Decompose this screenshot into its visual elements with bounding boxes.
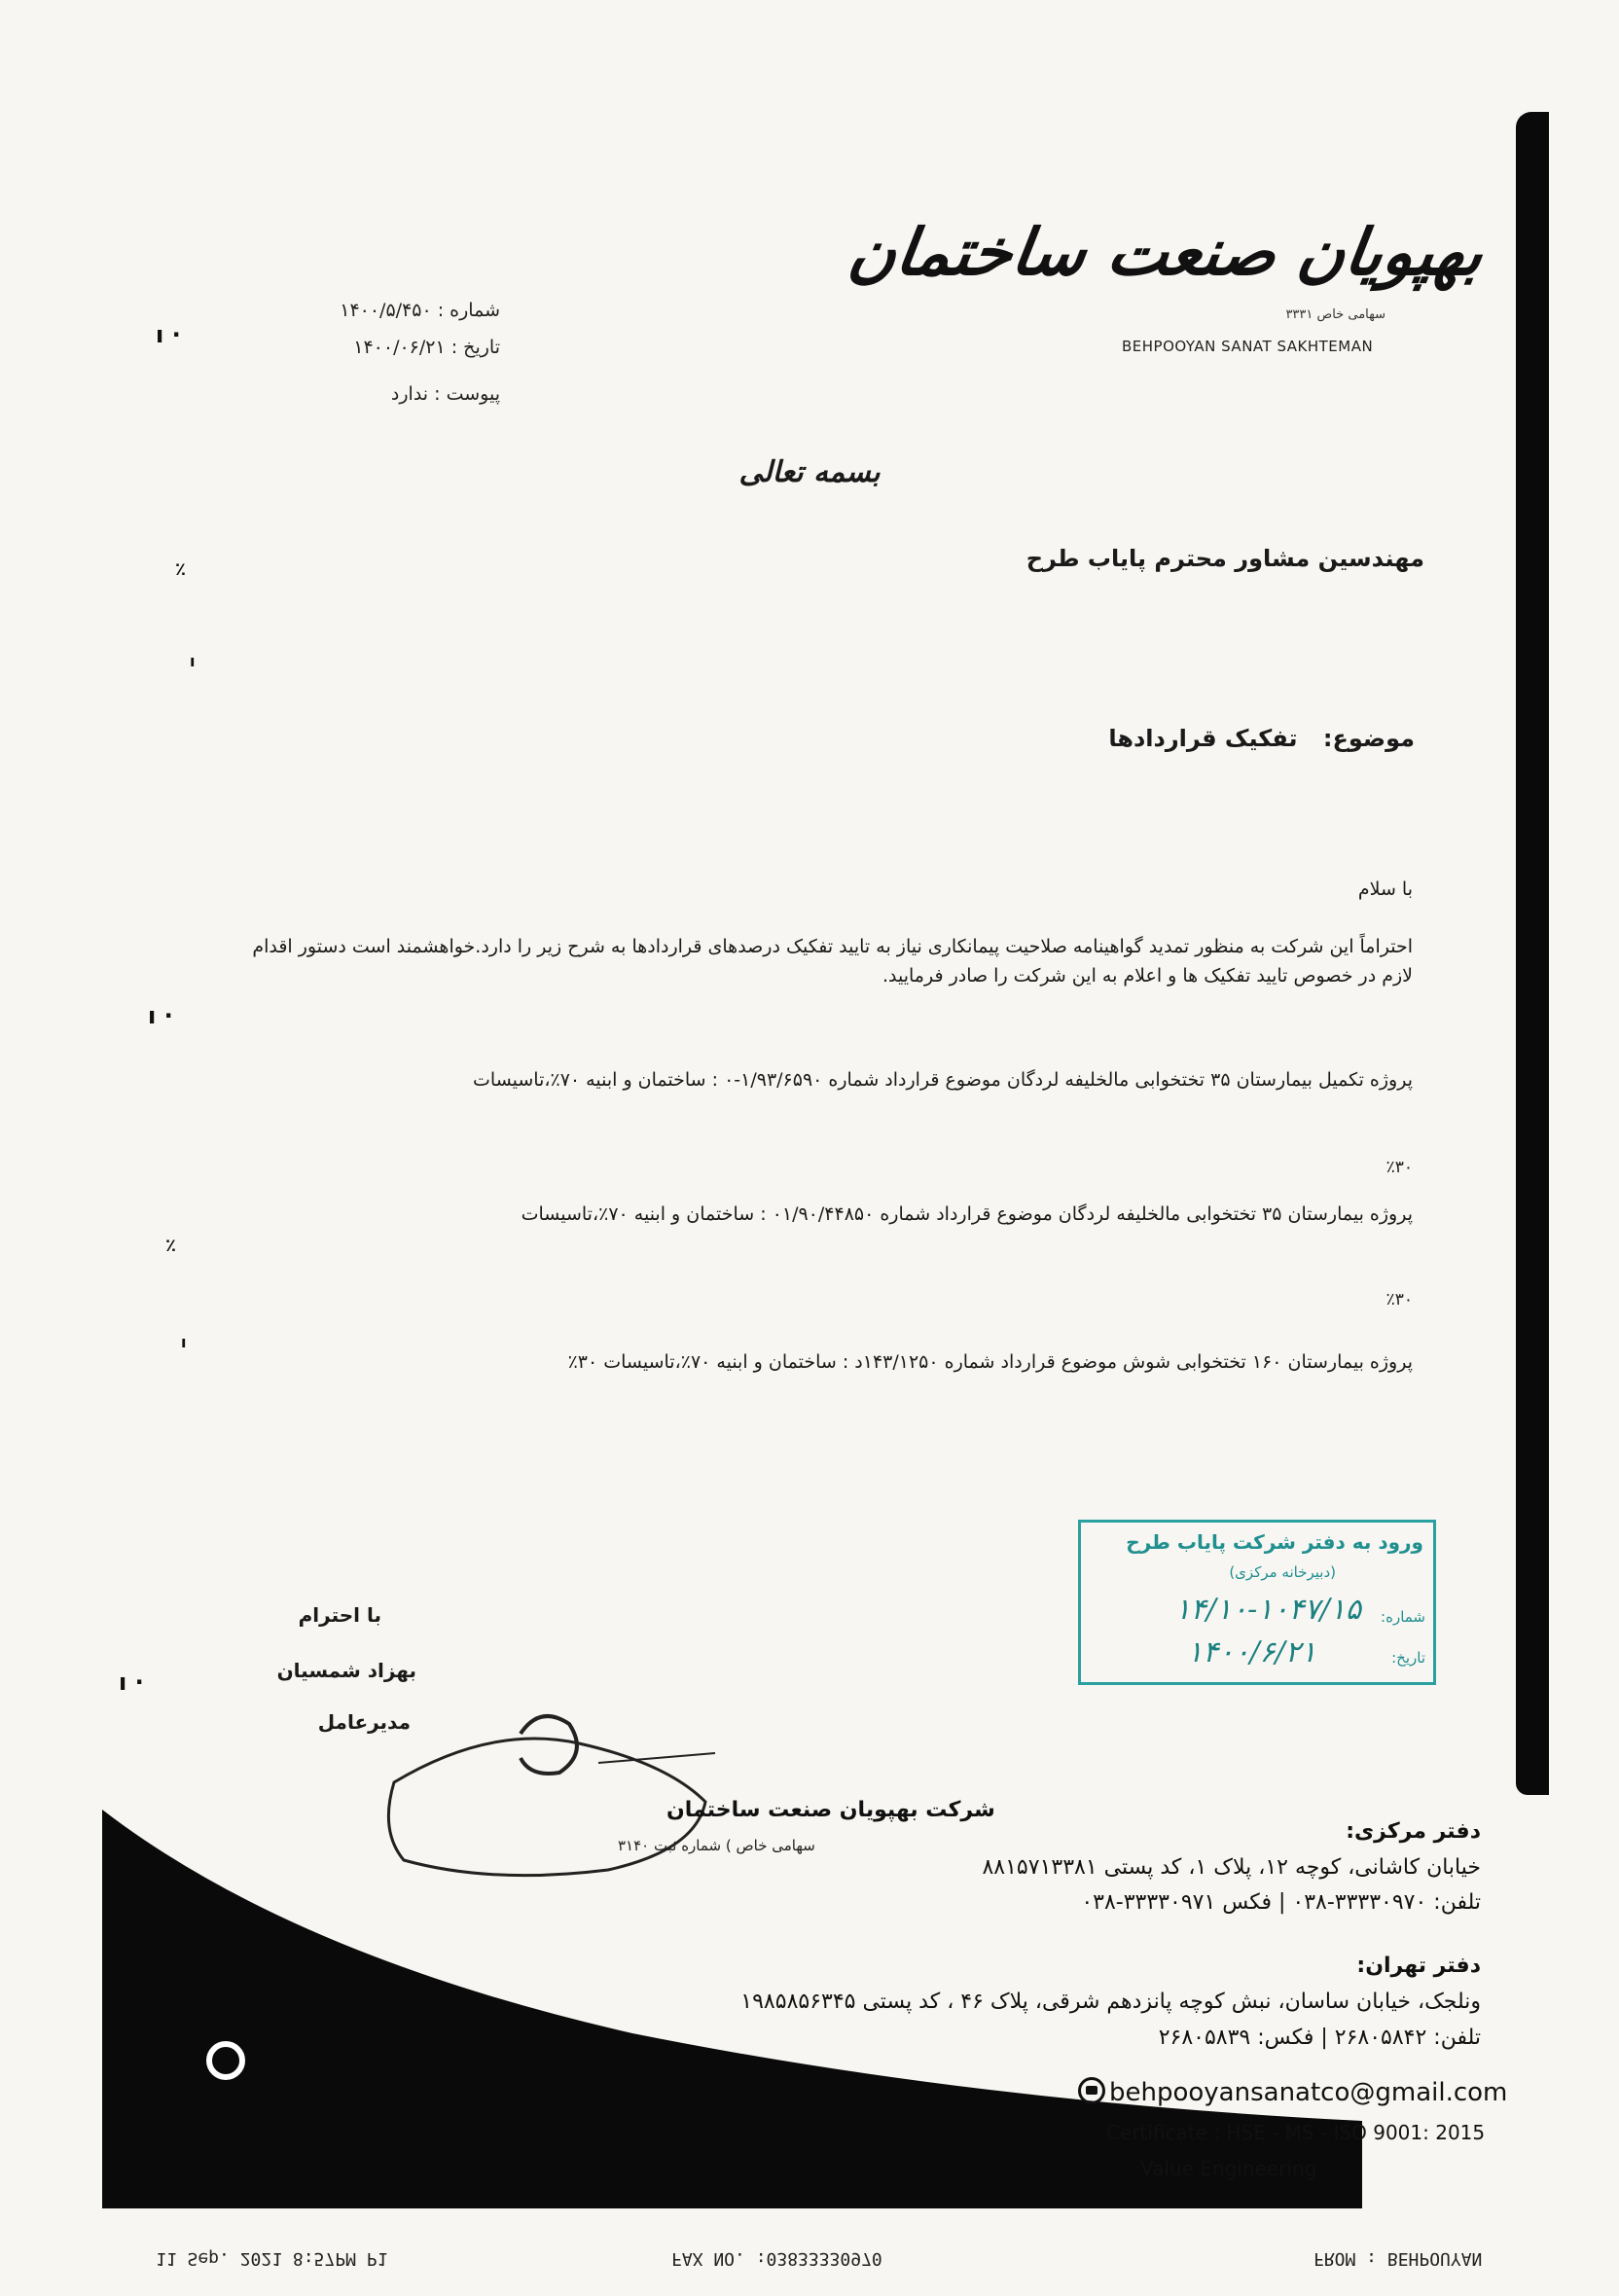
receipt-stamp bbox=[1078, 1520, 1436, 1685]
tehran-office-address: ونلجک، خیابان ساسان، نبش کوچه پانزدهم شرقی، پلاک ۴۶ ، کد پستی ۱۹۸۵۸۵۶۳۴۵ bbox=[740, 1990, 1481, 2014]
signatory-title: مدیرعامل bbox=[317, 1710, 411, 1734]
basmala: بسمه تعالی bbox=[738, 455, 881, 489]
central-office-phones: تلفن: ۳۳۳۳۰۹۷۰-۰۳۸ | فکس ۳۳۳۳۰۹۷۱-۰۳۸ bbox=[1081, 1890, 1481, 1915]
subject-value: تفکیک قراردادها bbox=[1108, 725, 1298, 752]
fax-from: FROM : BEHPOUYAN bbox=[1313, 2248, 1483, 2269]
company-name-latin: BEHPOOYAN SANAT SAKHTEMAN bbox=[1122, 338, 1374, 355]
project-item-1: پروژه تکمیل بیمارستان ۳۵ تختخوابی مالخلیفه لردگان موضوع قرارداد شماره ۱/۹۳/۶۵۹۰-۰ : ساختمان و ابنیه ۷۰٪،تاسیسات bbox=[473, 1069, 1413, 1091]
margin-tick: ı · bbox=[148, 1002, 173, 1029]
email-address: behpooyansanatco@gmail.com bbox=[1109, 2078, 1508, 2107]
fax-timestamp: 11 Sep. 2021 8:57PM P1 bbox=[156, 2248, 388, 2269]
body-paragraph: احتراماً این شرکت به منظور تمدید گواهینامه صلاحیت پیمانکاری نیاز به تایید تفکیک درصدهای قراردادها به شرح زیر را دارد.خواهشمند است دستور اقدام لازم در خصوص تایید تفکیک ها و اعلام به این شرکت را صادر فرمایید. bbox=[252, 936, 1413, 987]
stamp-date-label: تاریخ: bbox=[1391, 1649, 1425, 1667]
margin-tick: ı bbox=[190, 652, 196, 670]
tagline: Value Engineering bbox=[1140, 2157, 1317, 2180]
margin-tick: ı · bbox=[156, 321, 181, 348]
addressee: مهندسین مشاور محترم پایاب طرح bbox=[1025, 545, 1424, 572]
central-office-address: خیابان کاشانی، کوچه ۱۲، پلاک ۱، کد پستی ۸۸۱۵۷۱۳۳۸۱ bbox=[982, 1855, 1481, 1880]
stamp-number-label: شماره: bbox=[1381, 1608, 1425, 1626]
project-item-1-tail: ٪۳۰ bbox=[1385, 1158, 1413, 1177]
fax-number: FAX NO. :03833330970 bbox=[671, 2248, 882, 2269]
company-registration: سهامی خاص ۳۳۳۱ bbox=[1285, 307, 1385, 322]
stamp-number-value: ۱۴/۱۰-۱۰۴۷/۱۵ bbox=[1174, 1593, 1361, 1627]
stamp-date-value: ۱۴۰۰/۶/۲۱ bbox=[1186, 1635, 1316, 1669]
certificate: Certificate : HSE - MS - ISO 9001: 2015 bbox=[1106, 2121, 1486, 2144]
project-item-2: پروژه بیمارستان ۳۵ تختخوابی مالخلیفه لردگان موضوع قرارداد شماره ۰۱/۹۰/۴۴۸۵۰ : ساختمان و ابنیه ۷۰٪،تاسیسات bbox=[521, 1203, 1413, 1225]
project-item-3: پروژه بیمارستان ۱۶۰ تختخوابی شوش موضوع قرارداد شماره ۱۴۳/۱۲۵۰د : ساختمان و ابنیه ۷۰٪،تاسیسات ۳۰٪ bbox=[567, 1351, 1413, 1373]
tehran-office-phones: تلفن: ۲۶۸۰۵۸۴۲ | فکس: ۲۶۸۰۵۸۳۹ bbox=[1158, 2026, 1481, 2050]
email-icon bbox=[1078, 2077, 1105, 2104]
central-office-label: دفتر مرکزی: bbox=[1346, 1819, 1481, 1844]
letter-date: تاریخ : ۱۴۰۰/۰۶/۲۱ bbox=[353, 337, 500, 358]
margin-tick: ٪ bbox=[165, 1236, 176, 1256]
fax-header bbox=[156, 2243, 1518, 2269]
margin-tick: ı · bbox=[119, 1668, 144, 1696]
project-item-2-tail: ٪۳۰ bbox=[1385, 1290, 1413, 1309]
letter-number: شماره : ۱۴۰۰/۵/۴۵۰ bbox=[340, 300, 500, 321]
closing: با احترام bbox=[298, 1603, 381, 1627]
seal-line-1: شرکت بهپویان صنعت ساختمان bbox=[666, 1798, 995, 1822]
margin-tick: ٪ bbox=[175, 559, 186, 580]
stamp-subtitle: (دبیرخانه مرکزی) bbox=[1229, 1563, 1336, 1581]
seal-line-2: سهامی خاص ) شماره ثبت ۳۱۴۰ bbox=[618, 1837, 815, 1854]
tehran-office-label: دفتر تهران: bbox=[1356, 1954, 1481, 1978]
subject-line bbox=[1108, 725, 1415, 752]
punch-hole-icon bbox=[206, 2041, 245, 2080]
subject-label: موضوع: bbox=[1322, 725, 1415, 752]
company-logo-wordmark: بهپویان صنعت ساختمان bbox=[844, 214, 1489, 290]
signatory-name: بهزاد شمسیان bbox=[276, 1659, 416, 1682]
margin-tick: ı bbox=[181, 1333, 187, 1351]
greeting: با سلام bbox=[1357, 879, 1413, 900]
letter-attachment: پیوست : ندارد bbox=[390, 383, 500, 405]
scan-edge-bar bbox=[1516, 112, 1549, 1795]
stamp-title: ورود به دفتر شرکت پایاب طرح bbox=[1126, 1530, 1423, 1554]
email-line bbox=[1078, 2077, 1507, 2107]
